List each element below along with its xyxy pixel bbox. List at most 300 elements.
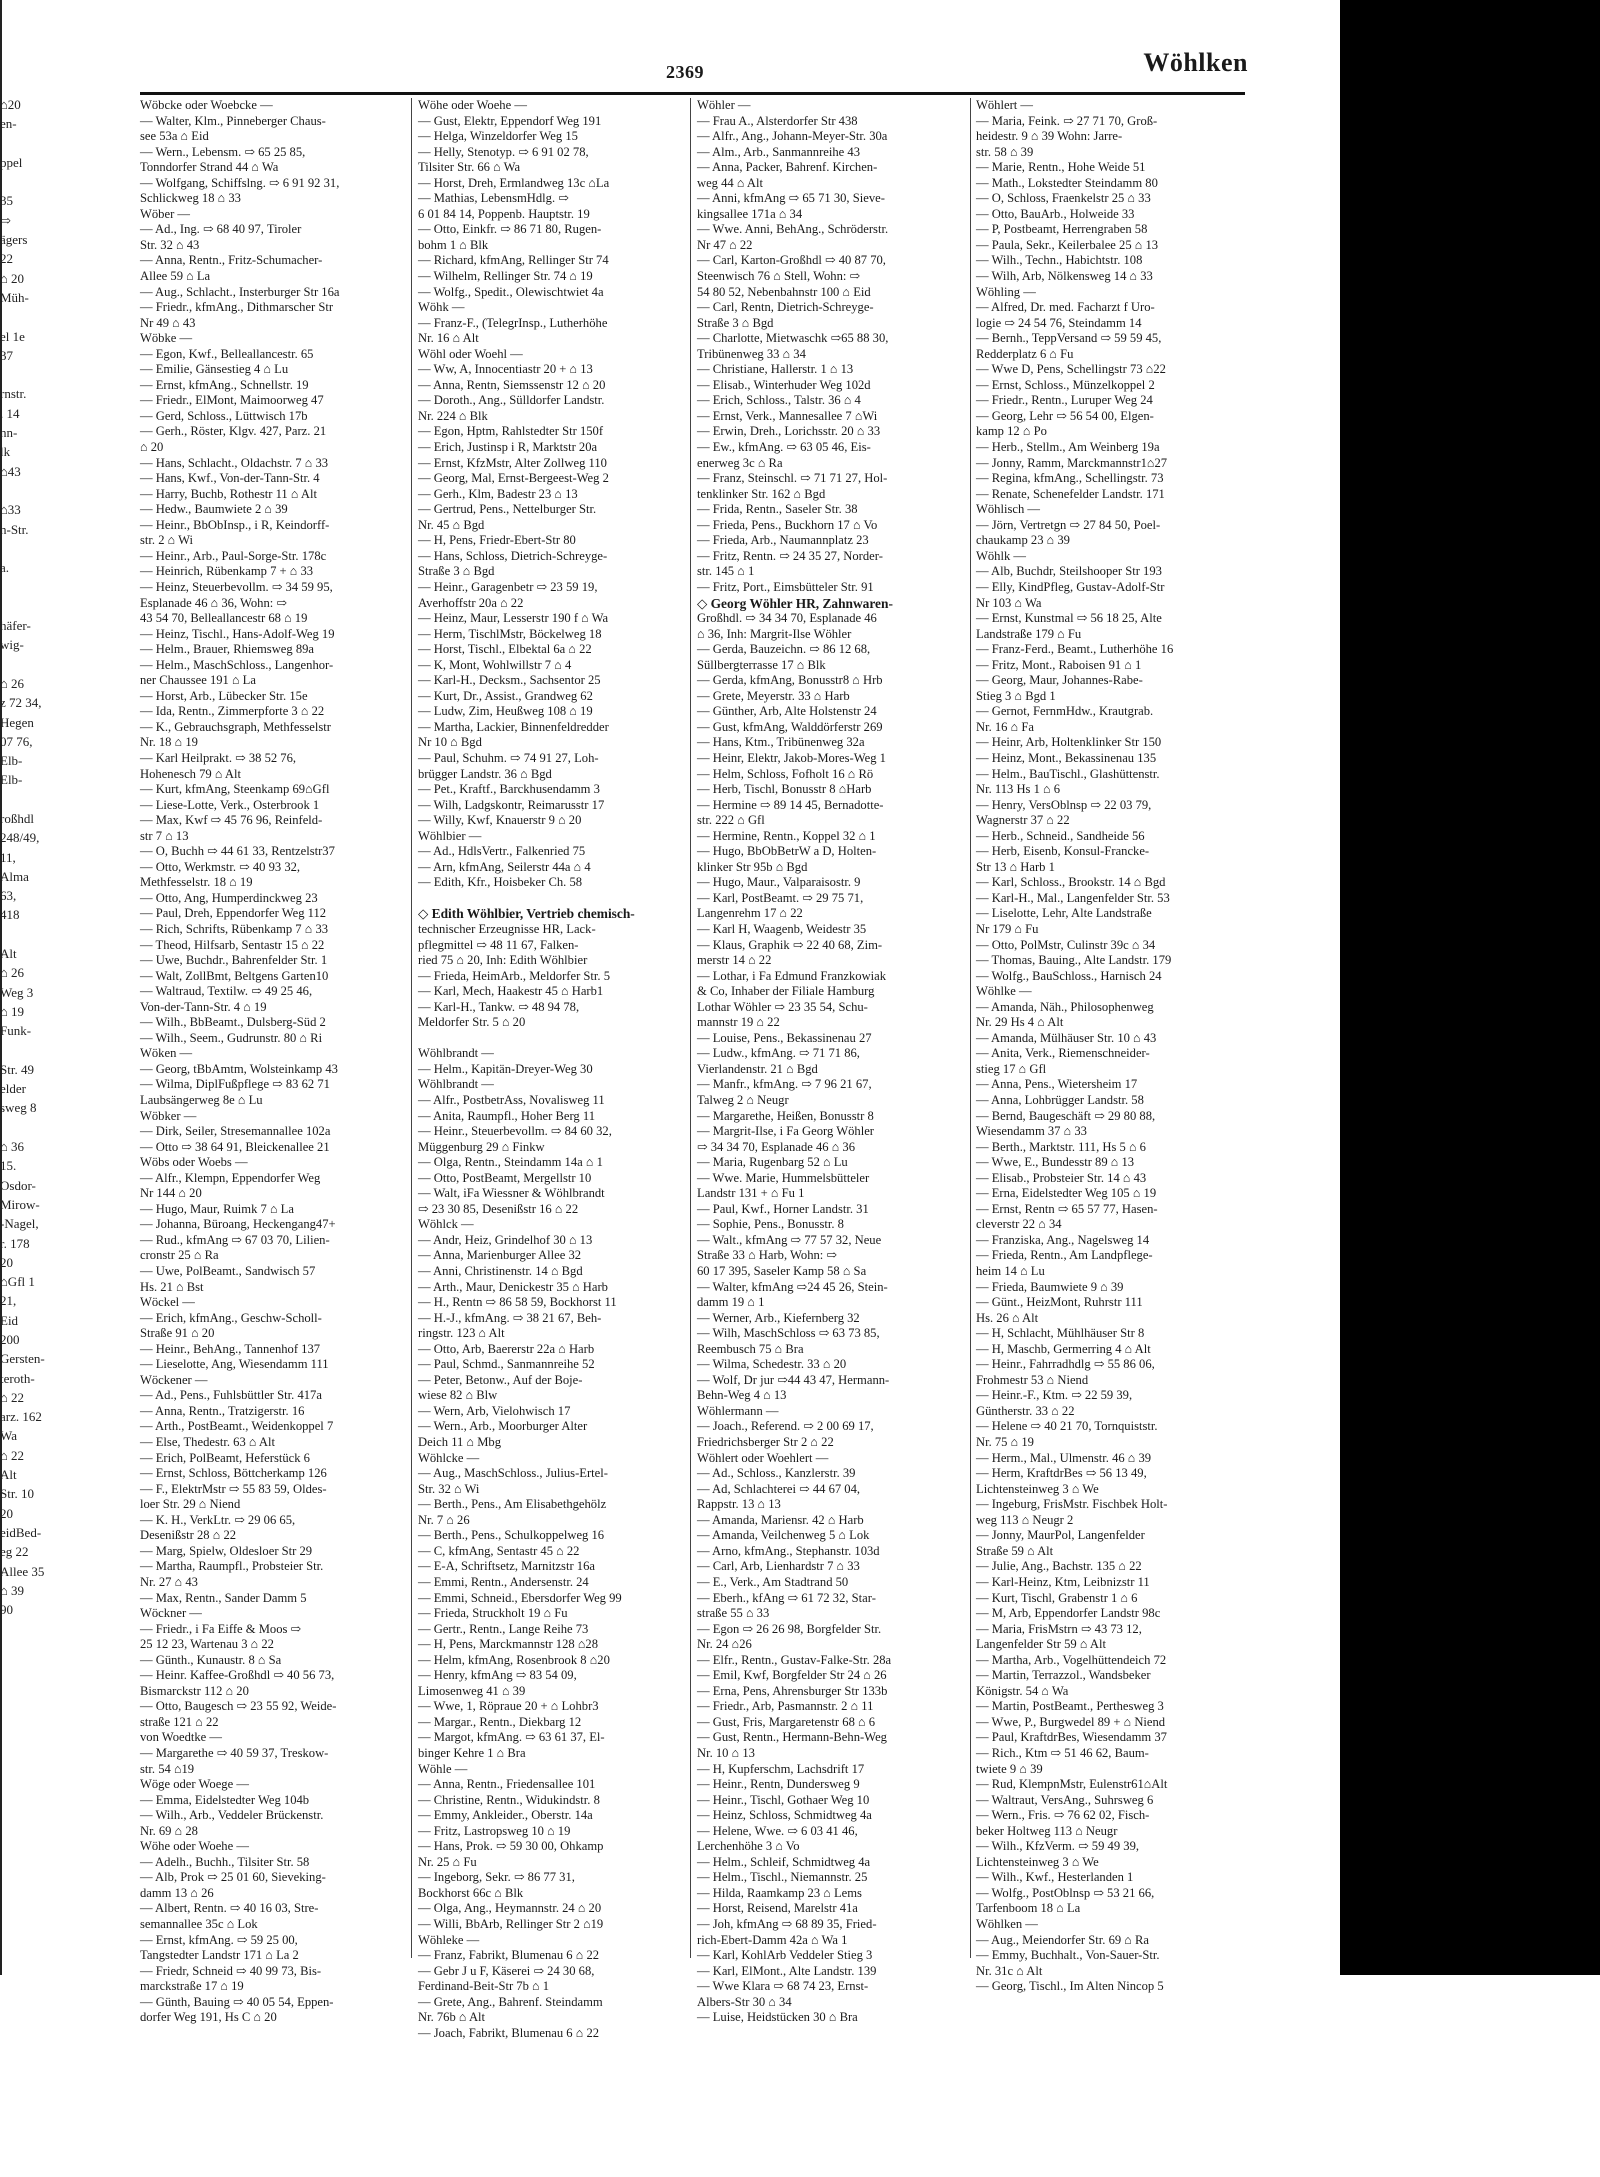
directory-entry-line: chaukamp 23 ⌂ 39 bbox=[976, 533, 1070, 548]
directory-entry-line: — Emmi, Schneid., Ebersdorfer Weg 99 bbox=[418, 1590, 622, 1605]
directory-entry-line: wiese 82 ⌂ Blw bbox=[418, 1388, 498, 1403]
directory-entry-line: see 53a ⌂ Eid bbox=[140, 129, 209, 144]
directory-entry-line: — Frau A., Alsterdorfer Str 438 bbox=[697, 113, 858, 128]
directory-entry-line: Deich 11 ⌂ Mbg bbox=[418, 1435, 501, 1450]
directory-entry-line: Wöhlk — bbox=[976, 548, 1027, 563]
previous-page-fragment: rnstr. bbox=[0, 386, 27, 402]
directory-entry-line: — Ingeburg, FrisMstr. Fischbek Holt- bbox=[976, 1497, 1168, 1512]
directory-entry-line: — K, Mont, Wohlwillstr 7 ⌂ 4 bbox=[418, 657, 572, 672]
directory-columns bbox=[140, 98, 1260, 2040]
directory-entry-line: straße 55 ⌂ 33 bbox=[697, 1606, 770, 1621]
directory-entry-line: Tilsiter Str. 66 ⌂ Wa bbox=[418, 160, 521, 175]
previous-page-fragment bbox=[0, 597, 52, 616]
directory-entry-line: — Heinr., Fahrradhdlg ⇨ 55 86 06, bbox=[976, 1357, 1155, 1372]
directory-entry-line: — Karl, KohlArb Veddeler Stieg 3 bbox=[697, 1948, 873, 1963]
directory-entry-line: — Rich., Ktm ⇨ 51 46 62, Baum- bbox=[976, 1745, 1149, 1760]
directory-entry-line: — Horst, Dreh, Ermlandweg 13c ⌂La bbox=[418, 175, 610, 190]
directory-entry-line: Wöhe oder Woehe — bbox=[140, 1839, 249, 1854]
directory-entry-line: — Hans, Prok. ⇨ 59 30 00, Ohkamp bbox=[418, 1839, 604, 1854]
directory-entry-line: Nr. 29 Hs 4 ⌂ Alt bbox=[976, 1015, 1064, 1030]
directory-entry-line: — Gust, Fris, Margaretenstr 68 ⌂ 6 bbox=[697, 1714, 876, 1729]
directory-entry-line: Straße 33 ⌂ Harb, Wohn: ⇨ bbox=[697, 1248, 837, 1263]
directory-entry-line: — E., Verk., Am Stadtrand 50 bbox=[697, 1574, 849, 1589]
directory-entry-line: — Otto, Ang, Humperdinckweg 23 bbox=[140, 890, 318, 905]
running-head: Wöhlken bbox=[1143, 48, 1248, 77]
directory-entry-line: pflegmittel ⇨ 48 11 67, Falken- bbox=[418, 937, 579, 952]
directory-entry-line: Albers-Str 30 ⌂ 34 bbox=[697, 1994, 792, 2009]
directory-entry-line: — Herm., Mal., Ulmenstr. 46 ⌂ 39 bbox=[976, 1450, 1152, 1465]
directory-entry-line: Wöckner — bbox=[140, 1606, 202, 1621]
directory-entry-line: — Charlotte, Mietwaschk ⇨65 88 30, bbox=[697, 331, 889, 346]
previous-page-fragment: en- bbox=[0, 116, 17, 132]
directory-entry-line: — H.-J., kfmAng. ⇨ 38 21 67, Beh- bbox=[418, 1310, 602, 1325]
directory-entry-line: Steenwisch 76 ⌂ Stell, Wohn: ⇨ bbox=[697, 269, 861, 284]
directory-entry-line: — Gust, kfmAng, Walddörferstr 269 bbox=[697, 719, 883, 734]
directory-entry-line: — Anna, Rentn., Fritz-Schumacher- bbox=[140, 253, 323, 268]
directory-entry-line: — Bernh., TeppVersand ⇨ 59 59 45, bbox=[976, 331, 1162, 346]
directory-entry-line: — Friedr., kfmAng., Dithmarscher Str bbox=[140, 300, 334, 315]
directory-entry-line: heim 14 ⌂ Lu bbox=[976, 1264, 1045, 1279]
directory-entry-line: Wöhlermann — bbox=[697, 1403, 779, 1418]
directory-entry-line: — Emmy, Buchhalt., Von-Sauer-Str. bbox=[976, 1948, 1160, 1963]
directory-entry-line: — Waltraud, Textilw. ⇨ 49 25 46, bbox=[140, 984, 313, 999]
directory-entry-line: ◇ Edith Wöhlbier, Vertrieb chemisch- bbox=[418, 906, 635, 922]
directory-entry-line: Süllbergterrasse 17 ⌂ Blk bbox=[697, 657, 826, 672]
directory-entry-line: Lothar Wöhler ⇨ 23 35 54, Schu- bbox=[697, 999, 868, 1014]
previous-page-fragment bbox=[0, 134, 52, 153]
directory-entry-line: — Hedw., Baumwiete 2 ⌂ 39 bbox=[140, 502, 288, 517]
directory-entry-line: brügger Landstr. 36 ⌂ Bgd bbox=[418, 766, 552, 781]
previous-page-fragment: 418 bbox=[0, 907, 20, 923]
directory-entry-line: — Alm., Arb., Sanmannreihe 43 bbox=[697, 144, 860, 159]
directory-entry-line: Behn-Weg 4 ⌂ 13 bbox=[697, 1388, 787, 1403]
directory-entry-line: — Louise, Pens., Bekassinenau 27 bbox=[697, 1030, 872, 1045]
directory-entry-line: — Erna, Eidelstedter Weg 105 ⌂ 19 bbox=[976, 1186, 1157, 1201]
directory-entry-line: — Wolfg., BauSchloss., Harnisch 24 bbox=[976, 968, 1162, 983]
directory-entry-line: — Frieda, Rentn., Am Landpflege- bbox=[976, 1248, 1153, 1263]
directory-entry-line: — Helga, Winzeldorfer Weg 15 bbox=[418, 129, 578, 144]
directory-entry-line: Wöge oder Woege — bbox=[140, 1777, 249, 1792]
directory-entry-line: — Otto, Einkfr. ⇨ 86 71 80, Rugen- bbox=[418, 222, 602, 237]
directory-entry-line: — Werner, Arb., Kiefernberg 32 bbox=[697, 1310, 860, 1325]
directory-entry-line: marckstraße 17 ⌂ 19 bbox=[140, 1979, 244, 1994]
directory-entry-line: — Arno, kfmAng., Stephanstr. 103d bbox=[697, 1543, 880, 1558]
directory-entry-line: — Ingeborg, Sekr. ⇨ 86 77 31, bbox=[418, 1870, 575, 1885]
directory-entry-line: — Anna, Packer, Bahrenf. Kirchen- bbox=[697, 160, 878, 175]
directory-entry-line: Frohmestr 53 ⌂ Niend bbox=[976, 1372, 1089, 1387]
directory-entry-line: — Fritz, Lastropsweg 10 ⌂ 19 bbox=[418, 1823, 571, 1838]
directory-entry-line: Nr. 10 ⌂ 13 bbox=[697, 1745, 755, 1760]
previous-page-fragment: roßhdl bbox=[0, 810, 34, 826]
directory-entry-line: merstr 14 ⌂ 22 bbox=[697, 953, 772, 968]
directory-entry-line: — Harry, Buchb, Rothestr 11 ⌂ Alt bbox=[140, 486, 317, 501]
directory-entry-line: str. 2 ⌂ Wi bbox=[140, 533, 194, 548]
previous-page-fragment: häfer- bbox=[0, 618, 31, 634]
directory-entry-line: — Wwe D, Pens, Schellingstr 73 ⌂22 bbox=[976, 362, 1166, 377]
directory-entry-line: logie ⇨ 24 54 76, Steindamm 14 bbox=[976, 315, 1142, 330]
directory-entry-line: — Heinrich, Rübenkamp 7 + ⌂ 33 bbox=[140, 564, 314, 579]
directory-entry-line: Nr. 18 ⌂ 19 bbox=[140, 735, 198, 750]
directory-entry-line: — Anna, Rentn., Friedensallee 101 bbox=[418, 1777, 596, 1792]
directory-entry-line: Nr 144 ⌂ 20 bbox=[140, 1186, 202, 1201]
directory-entry-line: — Heinz, Maur, Lesserstr 190 f ⌂ Wa bbox=[418, 611, 609, 626]
directory-entry-line: — Ew., kfmAng. ⇨ 63 05 46, Eis- bbox=[697, 440, 871, 455]
directory-entry-line: — Gust, Rentn., Hermann-Behn-Weg bbox=[697, 1730, 887, 1745]
directory-entry-line: — Rud., kfmAng ⇨ 67 03 70, Lilien- bbox=[140, 1232, 330, 1247]
directory-entry-line: kingsallee 171a ⌂ 34 bbox=[697, 206, 803, 221]
previous-page-fragment: Wa bbox=[0, 1428, 17, 1444]
directory-entry-line: Nr. 75 ⌂ 19 bbox=[976, 1435, 1034, 1450]
directory-entry-line: — Max, Rentn., Sander Damm 5 bbox=[140, 1590, 307, 1605]
directory-entry-line: — Erich, kfmAng., Geschw-Scholl- bbox=[140, 1310, 322, 1325]
directory-entry-line: — Wolf, Dr jur ⇨44 43 47, Hermann- bbox=[697, 1372, 890, 1387]
directory-entry-line: — Friedr, Schneid ⇨ 40 99 73, Bis- bbox=[140, 1963, 322, 1978]
directory-entry-line: — Egon, Kwf., Belleallancestr. 65 bbox=[140, 346, 314, 361]
directory-entry-line: — Paul, Schmd., Sanmannreihe 52 bbox=[418, 1357, 595, 1372]
directory-entry-line: — Paula, Sekr., Keilerbalee 25 ⌂ 13 bbox=[976, 237, 1159, 252]
directory-entry-line: — Maria, FrisMstrn ⇨ 43 73 12, bbox=[976, 1621, 1142, 1636]
directory-entry-line: — Kurt, kfmAng, Steenkamp 69⌂Gfl bbox=[140, 782, 330, 797]
directory-entry-line: — Wilh, MaschSchloss ⇨ 63 73 85, bbox=[697, 1326, 880, 1341]
directory-entry-line: — Erna, Pens, Ahrensburger Str 133b bbox=[697, 1683, 888, 1698]
directory-entry-line: Wöhl oder Woehl — bbox=[418, 346, 523, 361]
previous-page-fragment: ⇨ bbox=[0, 212, 11, 228]
directory-entry-line: — Ad., HdlsVertr., Falkenried 75 bbox=[418, 844, 586, 859]
directory-entry-line: — K. H., VerkLtr. ⇨ 29 06 65, bbox=[140, 1512, 296, 1527]
directory-entry-line: — Otto, BauArb., Holweide 33 bbox=[976, 206, 1135, 221]
directory-entry-line bbox=[418, 1031, 690, 1047]
directory-entry-line: — Math., Lokstedter Steindamm 80 bbox=[976, 175, 1158, 190]
previous-page-fragment: elder bbox=[0, 1081, 26, 1097]
directory-entry-line: — Carl, Arb, Lienhardstr 7 ⌂ 33 bbox=[697, 1559, 860, 1574]
directory-entry-line: — Jonny, Ramm, Marckmannstr1⌂27 bbox=[976, 455, 1168, 470]
directory-entry-line: str. 54 ⌂19 bbox=[140, 1761, 195, 1776]
directory-entry-line: bohm 1 ⌂ Blk bbox=[418, 237, 489, 252]
directory-entry-line: & Co, Inhaber der Filiale Hamburg bbox=[697, 984, 875, 999]
directory-entry-line: — Frida, Rentn., Saseler Str. 38 bbox=[697, 502, 858, 517]
header-rule bbox=[140, 92, 1245, 95]
directory-entry-line: cronstr 25 ⌂ Ra bbox=[140, 1248, 219, 1263]
directory-entry-line: — Hugo, Maur, Ruimk 7 ⌂ La bbox=[140, 1201, 294, 1216]
previous-page-fragment: el 1e bbox=[0, 328, 25, 344]
directory-entry-line: — Wolfg., Spedit., Olewischtwiet 4a bbox=[418, 284, 604, 299]
directory-entry-line: — Wern., Lebensm. ⇨ 65 25 85, bbox=[140, 144, 306, 159]
directory-entry-line: Nr. 7 ⌂ 26 bbox=[418, 1512, 470, 1527]
directory-entry-line: ⇨ 23 30 85, Desenißstr 16 ⌂ 22 bbox=[418, 1201, 579, 1216]
directory-entry-line: Stieg 3 ⌂ Bgd 1 bbox=[976, 688, 1056, 703]
directory-entry-line: — Wilh, Ladgskontr, Reimarusstr 17 bbox=[418, 797, 605, 812]
directory-entry-line: von Woedtke — bbox=[140, 1730, 223, 1745]
directory-entry-line: Ferdinand-Beit-Str 7b ⌂ 1 bbox=[418, 1979, 550, 1994]
directory-entry-line: Tarfenboom 18 ⌂ La bbox=[976, 1901, 1081, 1916]
directory-entry-line: Vierlandenstr. 21 ⌂ Bgd bbox=[697, 1061, 818, 1076]
directory-entry-line: — Arth., Maur, Denickestr 35 ⌂ Harb bbox=[418, 1279, 608, 1294]
directory-entry-line: — K., Gebrauchsgraph, Methfesselstr bbox=[140, 719, 331, 734]
directory-entry-line: Laubsängerweg 8e ⌂ Lu bbox=[140, 1093, 263, 1107]
directory-entry-line: — Gebr J u F, Käserei ⇨ 24 30 68, bbox=[418, 1963, 595, 1978]
directory-entry-line: — Anna, Marienburger Allee 32 bbox=[418, 1248, 582, 1263]
previous-page-fragment: 07 76, bbox=[0, 733, 33, 749]
directory-entry-line: — Emma, Eidelstedter Weg 104b bbox=[140, 1792, 310, 1807]
directory-entry-line: — Arth., PostBeamt., Weidenkoppel 7 bbox=[140, 1419, 334, 1434]
directory-entry-line: — Alfr., Klempn, Eppendorfer Weg bbox=[140, 1170, 321, 1185]
previous-page-fragment: lk bbox=[0, 444, 11, 460]
directory-entry-line: damm 19 ⌂ 1 bbox=[697, 1295, 765, 1310]
directory-entry-line: — Alfred, Dr. med. Facharzt f Uro- bbox=[976, 300, 1155, 315]
directory-entry-line: Güntherstr. 33 ⌂ 22 bbox=[976, 1403, 1075, 1418]
directory-entry-line: — Franz-Ferd., Beamt., Lutherhöhe 16 bbox=[976, 642, 1174, 657]
directory-entry-line: — Berth., Pens., Schulkoppelweg 16 bbox=[418, 1528, 605, 1543]
previous-page-fragment: Mirow- bbox=[0, 1196, 40, 1212]
directory-entry-line: — Friedr., Rentn., Luruper Weg 24 bbox=[976, 393, 1153, 408]
directory-entry-line: — Wilh., KfzVerm. ⇨ 59 49 39, bbox=[976, 1839, 1140, 1854]
directory-entry-line: — Horst, Reisend, Marelstr 41a bbox=[697, 1901, 858, 1916]
directory-entry-line: — Herb, Eisenb, Konsul-Francke- bbox=[976, 844, 1150, 859]
directory-entry-line: — O, Buchh ⇨ 44 61 33, Rentzelstr37 bbox=[140, 844, 335, 859]
directory-entry-line: Nr 10 ⌂ Bgd bbox=[418, 735, 482, 750]
previous-page-fragment: Elb- bbox=[0, 753, 23, 769]
directory-entry-line: Wöhlert oder Woehlert — bbox=[697, 1450, 829, 1465]
previous-page-fragment: ⌂ 22 bbox=[0, 1389, 25, 1405]
directory-entry-line: — Heinr, Arb, Holtenklinker Str 150 bbox=[976, 735, 1162, 750]
directory-entry-line: — Heinr., Rentn, Dundersweg 9 bbox=[697, 1777, 860, 1792]
directory-entry-line: — Berth., Marktstr. 111, Hs 5 ⌂ 6 bbox=[976, 1139, 1146, 1154]
previous-page-fragment bbox=[0, 1118, 52, 1137]
directory-entry-line: — Martin, PostBeamt., Perthesweg 3 bbox=[976, 1699, 1164, 1714]
directory-entry-line: — Heinz, Steuerbevollm. ⇨ 34 59 95, bbox=[140, 579, 333, 594]
directory-entry-line: binger Kehre 1 ⌂ Bra bbox=[418, 1745, 526, 1760]
directory-entry-line: — Heinr., Steuerbevollm. ⇨ 84 60 32, bbox=[418, 1124, 612, 1139]
directory-entry-line: Wöhlert — bbox=[976, 98, 1034, 112]
directory-entry-line: Wöhlbrandt — bbox=[418, 1046, 494, 1061]
directory-entry-line: — Otto, PolMstr, Culinstr 39c ⌂ 34 bbox=[976, 937, 1156, 952]
previous-page-fragment: Alma bbox=[0, 868, 29, 884]
directory-entry-line: Limosenweg 41 ⌂ 39 bbox=[418, 1683, 526, 1698]
directory-entry-line: — Grete, Meyerstr. 33 ⌂ Harb bbox=[697, 688, 850, 703]
directory-entry-line: — Gernot, FernmHdw., Krautgrab. bbox=[976, 704, 1154, 719]
directory-entry-line: — Paul, Schuhm. ⇨ 74 91 27, Loh- bbox=[418, 750, 599, 765]
previous-page-fragment: 90 bbox=[0, 1602, 13, 1618]
previous-page-fragment: Allee 35 bbox=[0, 1563, 45, 1579]
directory-entry-line: Lichtensteinweg 3 ⌂ We bbox=[976, 1854, 1099, 1869]
directory-entry-line: — Wern., Arb., Moorburger Alter bbox=[418, 1419, 588, 1434]
directory-entry-line: — F., ElektrMstr ⇨ 55 83 59, Oldes- bbox=[140, 1481, 327, 1496]
directory-entry-line: Lerchenhöhe 3 ⌂ Vo bbox=[697, 1839, 800, 1854]
directory-entry-line: Hs. 21 ⌂ Bst bbox=[140, 1279, 204, 1294]
directory-entry-line: Nr. 24 ⌂26 bbox=[697, 1637, 752, 1652]
previous-page-fragment bbox=[0, 481, 52, 500]
directory-entry-line: str 7 ⌂ 13 bbox=[140, 828, 189, 843]
directory-entry-line: — Margar., Rentn., Diekbarg 12 bbox=[418, 1714, 582, 1729]
previous-page-fragment: 63, bbox=[0, 888, 17, 904]
directory-entry-line bbox=[418, 891, 690, 907]
directory-entry-line: — Ludw., kfmAng. ⇨ 71 71 86, bbox=[697, 1046, 860, 1061]
directory-entry-line: — Emmi, Rentn., Andersenstr. 24 bbox=[418, 1574, 589, 1589]
directory-entry-line: — Hermine ⇨ 89 14 45, Bernadotte- bbox=[697, 797, 884, 812]
directory-entry-line: — Luise, Heidstücken 30 ⌂ Bra bbox=[697, 2010, 858, 2025]
directory-entry-line: Redderplatz 6 ⌂ Fu bbox=[976, 346, 1074, 361]
directory-entry-line: rich-Ebert-Damm 42a ⌂ Wa 1 bbox=[697, 1932, 848, 1947]
previous-page-fragment: ⌂ 39 bbox=[0, 1582, 25, 1598]
directory-entry-line: — Gerh., Röster, Klgv. 427, Parz. 21 bbox=[140, 424, 327, 439]
directory-entry-line: — Ernst, kfmAng. ⇨ 59 25 00, bbox=[140, 1932, 298, 1947]
directory-entry-line: — Carl, Rentn, Dietrich-Schreyge- bbox=[697, 300, 874, 315]
directory-entry-line: — Otto ⇨ 38 64 91, Bleickenallee 21 bbox=[140, 1139, 330, 1154]
directory-entry-line: — Theod, Hilfsarb, Sentastr 15 ⌂ 22 bbox=[140, 937, 325, 952]
directory-entry-line: — Albert, Rentn. ⇨ 40 16 03, Stre- bbox=[140, 1901, 319, 1916]
directory-entry-line: — Anita, Raumpfl., Hoher Berg 11 bbox=[418, 1108, 595, 1123]
directory-entry-line: — Heinz, Schloss, Schmidtweg 4a bbox=[697, 1808, 872, 1823]
directory-entry-line: — Anna, Lohbrügger Landstr. 58 bbox=[976, 1093, 1144, 1107]
directory-entry-line: Tribünenweg 33 ⌂ 34 bbox=[697, 346, 806, 361]
previous-page-fragment: 22 bbox=[0, 251, 13, 267]
directory-entry-line: — Karl, PostBeamt. ⇨ 29 75 71, bbox=[697, 890, 864, 905]
previous-page-fragment bbox=[0, 172, 52, 191]
directory-entry-line: — Aug., Meiendorfer Str. 69 ⌂ Ra bbox=[976, 1932, 1150, 1947]
previous-page-fragment: Str. 10 bbox=[0, 1486, 34, 1502]
directory-entry-line: — Hugo, BbObBetrW a D, Holten- bbox=[697, 844, 877, 859]
directory-entry-line: Landstr 131 + ⌂ Fu 1 bbox=[697, 1186, 805, 1201]
directory-entry-line: — Herb., Schneid., Sandheide 56 bbox=[976, 828, 1145, 843]
directory-entry-line: — Ad., Pens., Fuhlsbüttler Str. 417a bbox=[140, 1388, 322, 1403]
directory-entry-line: — Anita, Verk., Riemenschneider- bbox=[976, 1046, 1150, 1061]
directory-entry-line: — H, Maschb, Germerring 4 ⌂ Alt bbox=[976, 1341, 1151, 1356]
directory-entry-line: — Heinr. Kaffee-Großhdl ⇨ 40 56 73, bbox=[140, 1668, 335, 1683]
directory-entry-line: — C, kfmAng, Sentastr 45 ⌂ 22 bbox=[418, 1543, 580, 1558]
previous-page-fragment bbox=[0, 1041, 52, 1060]
directory-entry-line: — Heinr., Arb., Paul-Sorge-Str. 178c bbox=[140, 548, 327, 563]
directory-entry-line: cleverstr 22 ⌂ 34 bbox=[976, 1217, 1062, 1232]
directory-entry-line: — Carl, Karton-Großhdl ⇨ 40 87 70, bbox=[697, 253, 886, 268]
directory-entry-line: Wöhlbrandt — bbox=[418, 1077, 494, 1092]
directory-entry-line: — Peter, Betonw., Auf der Boje- bbox=[418, 1372, 583, 1387]
directory-entry-line: — Georg, Lehr ⇨ 56 54 00, Elgen- bbox=[976, 408, 1154, 423]
directory-entry-line: — Marie, Rentn., Hohe Weide 51 bbox=[976, 160, 1146, 175]
directory-entry-line: Desenißstr 28 ⌂ 22 bbox=[140, 1528, 237, 1543]
previous-page-fragment: nn- bbox=[0, 425, 18, 441]
directory-entry-line: — Heinr., BbObInsp., i R, Keindorff- bbox=[140, 517, 330, 532]
directory-entry-line: Wöckel — bbox=[140, 1295, 195, 1310]
previous-page-fragment: Elb- bbox=[0, 772, 23, 788]
previous-page-fragment: wig- bbox=[0, 637, 24, 653]
directory-entry-line: — Wwe. Anni, BehAng., Schröderstr. bbox=[697, 222, 889, 237]
directory-entry-line: Nr 103 ⌂ Wa bbox=[976, 595, 1042, 610]
directory-entry-line: — Emilie, Gänsestieg 4 ⌂ Lu bbox=[140, 362, 289, 377]
directory-entry-line: — Kurt, Tischl, Grabenstr 1 ⌂ 6 bbox=[976, 1590, 1138, 1605]
directory-entry-line: — H, Kupferschm, Lachsdrift 17 bbox=[697, 1761, 865, 1776]
directory-entry-line: — Hans, Ktm., Tribünenweg 32a bbox=[697, 735, 865, 750]
directory-entry-line: — Paul, Kwf., Horner Landstr. 31 bbox=[697, 1201, 869, 1216]
directory-entry-line: — Eberh., kfAng ⇨ 61 72 32, Star- bbox=[697, 1590, 876, 1605]
directory-entry-line: — Amanda, Mariensr. 42 ⌂ Harb bbox=[697, 1512, 864, 1527]
directory-entry-line: Königstr. 54 ⌂ Wa bbox=[976, 1683, 1069, 1698]
directory-entry-line: — Gust, Elektr, Eppendorf Weg 191 bbox=[418, 113, 602, 128]
directory-entry-line: — Anni, Christinenstr. 14 ⌂ Bgd bbox=[418, 1264, 583, 1279]
previous-page-fragment bbox=[0, 365, 52, 384]
directory-entry-line: — Wilma, Schedestr. 33 ⌂ 20 bbox=[697, 1357, 847, 1372]
previous-page-fragment bbox=[0, 925, 52, 944]
previous-page-fragment: 15. bbox=[0, 1158, 17, 1174]
directory-entry-line: — Günth, Bauing ⇨ 40 05 54, Eppen- bbox=[140, 1994, 334, 2009]
directory-entry-line: — Karl-H., Tankw. ⇨ 48 94 78, bbox=[418, 999, 580, 1014]
directory-entry-line: — Frieda, Struckholt 19 ⌂ Fu bbox=[418, 1606, 568, 1621]
directory-entry-line: Langenfelder Str 59 ⌂ Alt bbox=[976, 1637, 1106, 1652]
directory-entry-line: — Grete, Ang., Bahrenf. Steindamm bbox=[418, 1994, 603, 2009]
previous-page-fragment: ⌂ 20 bbox=[0, 270, 25, 286]
previous-page-fragment: teroth- bbox=[0, 1370, 35, 1386]
directory-entry-line: straße 121 ⌂ 22 bbox=[140, 1714, 219, 1729]
directory-entry-line: — Heinz, Mont., Bekassinenau 135 bbox=[976, 750, 1157, 765]
directory-entry-line: — Klaus, Graphik ⇨ 22 40 68, Zim- bbox=[697, 937, 883, 952]
directory-entry-line: Langenrehm 17 ⌂ 22 bbox=[697, 906, 803, 921]
directory-entry-line: enerweg 3c ⌂ Ra bbox=[697, 455, 783, 470]
directory-entry-line: 60 17 395, Saseler Kamp 58 ⌂ Sa bbox=[697, 1264, 867, 1279]
directory-entry-line: — Heinr, Elektr, Jakob-Mores-Weg 1 bbox=[697, 750, 886, 765]
directory-entry-line: — Wilh., BbBeamt., Dulsberg-Süd 2 bbox=[140, 1015, 326, 1030]
directory-entry-line: — Margrit-Ilse, i Fa Georg Wöhler bbox=[697, 1124, 874, 1139]
directory-entry-line: beker Holtweg 113 ⌂ Neugr bbox=[976, 1823, 1118, 1838]
directory-entry-line: — Manfr., kfmAng. ⇨ 7 96 21 67, bbox=[697, 1077, 872, 1092]
directory-entry-line: ringstr. 123 ⌂ Alt bbox=[418, 1326, 505, 1341]
directory-entry-line: — Hugo, Maur., Valparaisostr. 9 bbox=[697, 875, 861, 890]
directory-entry-line: — Berth., Pens., Am Elisabethgehölz bbox=[418, 1497, 607, 1512]
directory-entry-line: Averhoffstr 20a ⌂ 22 bbox=[418, 595, 524, 610]
directory-entry-line: — Wolfg., PostOblnsp ⇨ 53 21 66, bbox=[976, 1885, 1155, 1900]
directory-entry-line: Str. 32 ⌂ 43 bbox=[140, 237, 200, 252]
directory-entry-line: — Willi, BbArb, Rellinger Str 2 ⌂19 bbox=[418, 1916, 604, 1931]
directory-entry-line: — Gertr., Rentn., Lange Reihe 73 bbox=[418, 1621, 589, 1636]
previous-page-fragment: Eid bbox=[0, 1312, 19, 1328]
directory-entry-line: — Herb, Tischl, Bonusstr 8 ⌂Harb bbox=[697, 782, 872, 797]
previous-page-strip bbox=[0, 95, 52, 1965]
previous-page-fragment: sweg 8 bbox=[0, 1100, 37, 1116]
directory-entry-line: Wagnerstr 37 ⌂ 22 bbox=[976, 813, 1070, 828]
directory-entry-line: — Wwe. Marie, Hummelsbütteler bbox=[697, 1170, 870, 1185]
directory-entry-line: — Aug., Schlacht., Insterburger Str 16a bbox=[140, 284, 340, 299]
directory-entry-line: — Elfr., Rentn., Gustav-Falke-Str. 28a bbox=[697, 1652, 892, 1667]
directory-entry-line: Müggenburg 29 ⌂ Finkw bbox=[418, 1139, 545, 1154]
directory-entry-line: 54 80 52, Nebenbahnstr 100 ⌂ Eid bbox=[697, 284, 871, 299]
scan-border-right bbox=[1340, 0, 1600, 1980]
directory-entry-line: Nr. 25 ⌂ Fu bbox=[418, 1854, 477, 1869]
directory-entry-line: — Karl, ElMont., Alte Landstr. 139 bbox=[697, 1963, 877, 1978]
directory-entry-line: — Alfr., PostbetrAss, Novalisweg 11 bbox=[418, 1093, 605, 1107]
previous-page-fragment: Alt bbox=[0, 946, 17, 962]
directory-entry-line: — Waltraut, VersAng., Suhrsweg 6 bbox=[976, 1792, 1154, 1807]
directory-entry-line: — Ludw, Zim, Heußweg 108 ⌂ 19 bbox=[418, 704, 593, 719]
directory-entry-line: — Helene, Wwe. ⇨ 6 03 41 46, bbox=[697, 1823, 858, 1838]
directory-entry-line: ⌂ 36, Inh: Margrit-Ilse Wöhler bbox=[697, 626, 852, 641]
directory-entry-line: Wöber — bbox=[140, 206, 191, 221]
directory-entry-line: — Liese-Lotte, Verk., Osterbrook 1 bbox=[140, 797, 320, 812]
directory-entry-line: damm 13 ⌂ 26 bbox=[140, 1885, 214, 1900]
directory-entry-line: — Martin, Terrazzol., Wandsbeker bbox=[976, 1668, 1151, 1683]
directory-entry-line: — Edith, Kfr., Hoisbeker Ch. 58 bbox=[418, 875, 583, 890]
previous-page-fragment: 37 bbox=[0, 347, 13, 363]
directory-column-2 bbox=[418, 98, 690, 2040]
directory-entry-line: — Fritz, Mont., Raboisen 91 ⌂ 1 bbox=[976, 657, 1142, 672]
directory-entry-line: ⌂ 20 bbox=[140, 440, 164, 455]
directory-entry-line: — Günth., Kunaustr. 8 ⌂ Sa bbox=[140, 1652, 282, 1667]
directory-entry-line: — Joh, kfmAng ⇨ 68 89 35, Fried- bbox=[697, 1916, 877, 1931]
directory-entry-line: — Margarethe, Heißen, Bonusstr 8 bbox=[697, 1108, 874, 1123]
directory-entry-line: — Karl-H., Mal., Langenfelder Str. 53 bbox=[976, 890, 1170, 905]
previous-page-fragment: . 14 bbox=[0, 405, 20, 421]
directory-entry-line: — Wilh., Seem., Gudrunstr. 80 ⌂ Ri bbox=[140, 1030, 323, 1045]
previous-page-fragment: arz. 162 bbox=[0, 1409, 42, 1425]
previous-page-fragment: ⌂ 26 bbox=[0, 965, 25, 981]
directory-entry-line: mannstr 19 ⌂ 22 bbox=[697, 1015, 780, 1030]
